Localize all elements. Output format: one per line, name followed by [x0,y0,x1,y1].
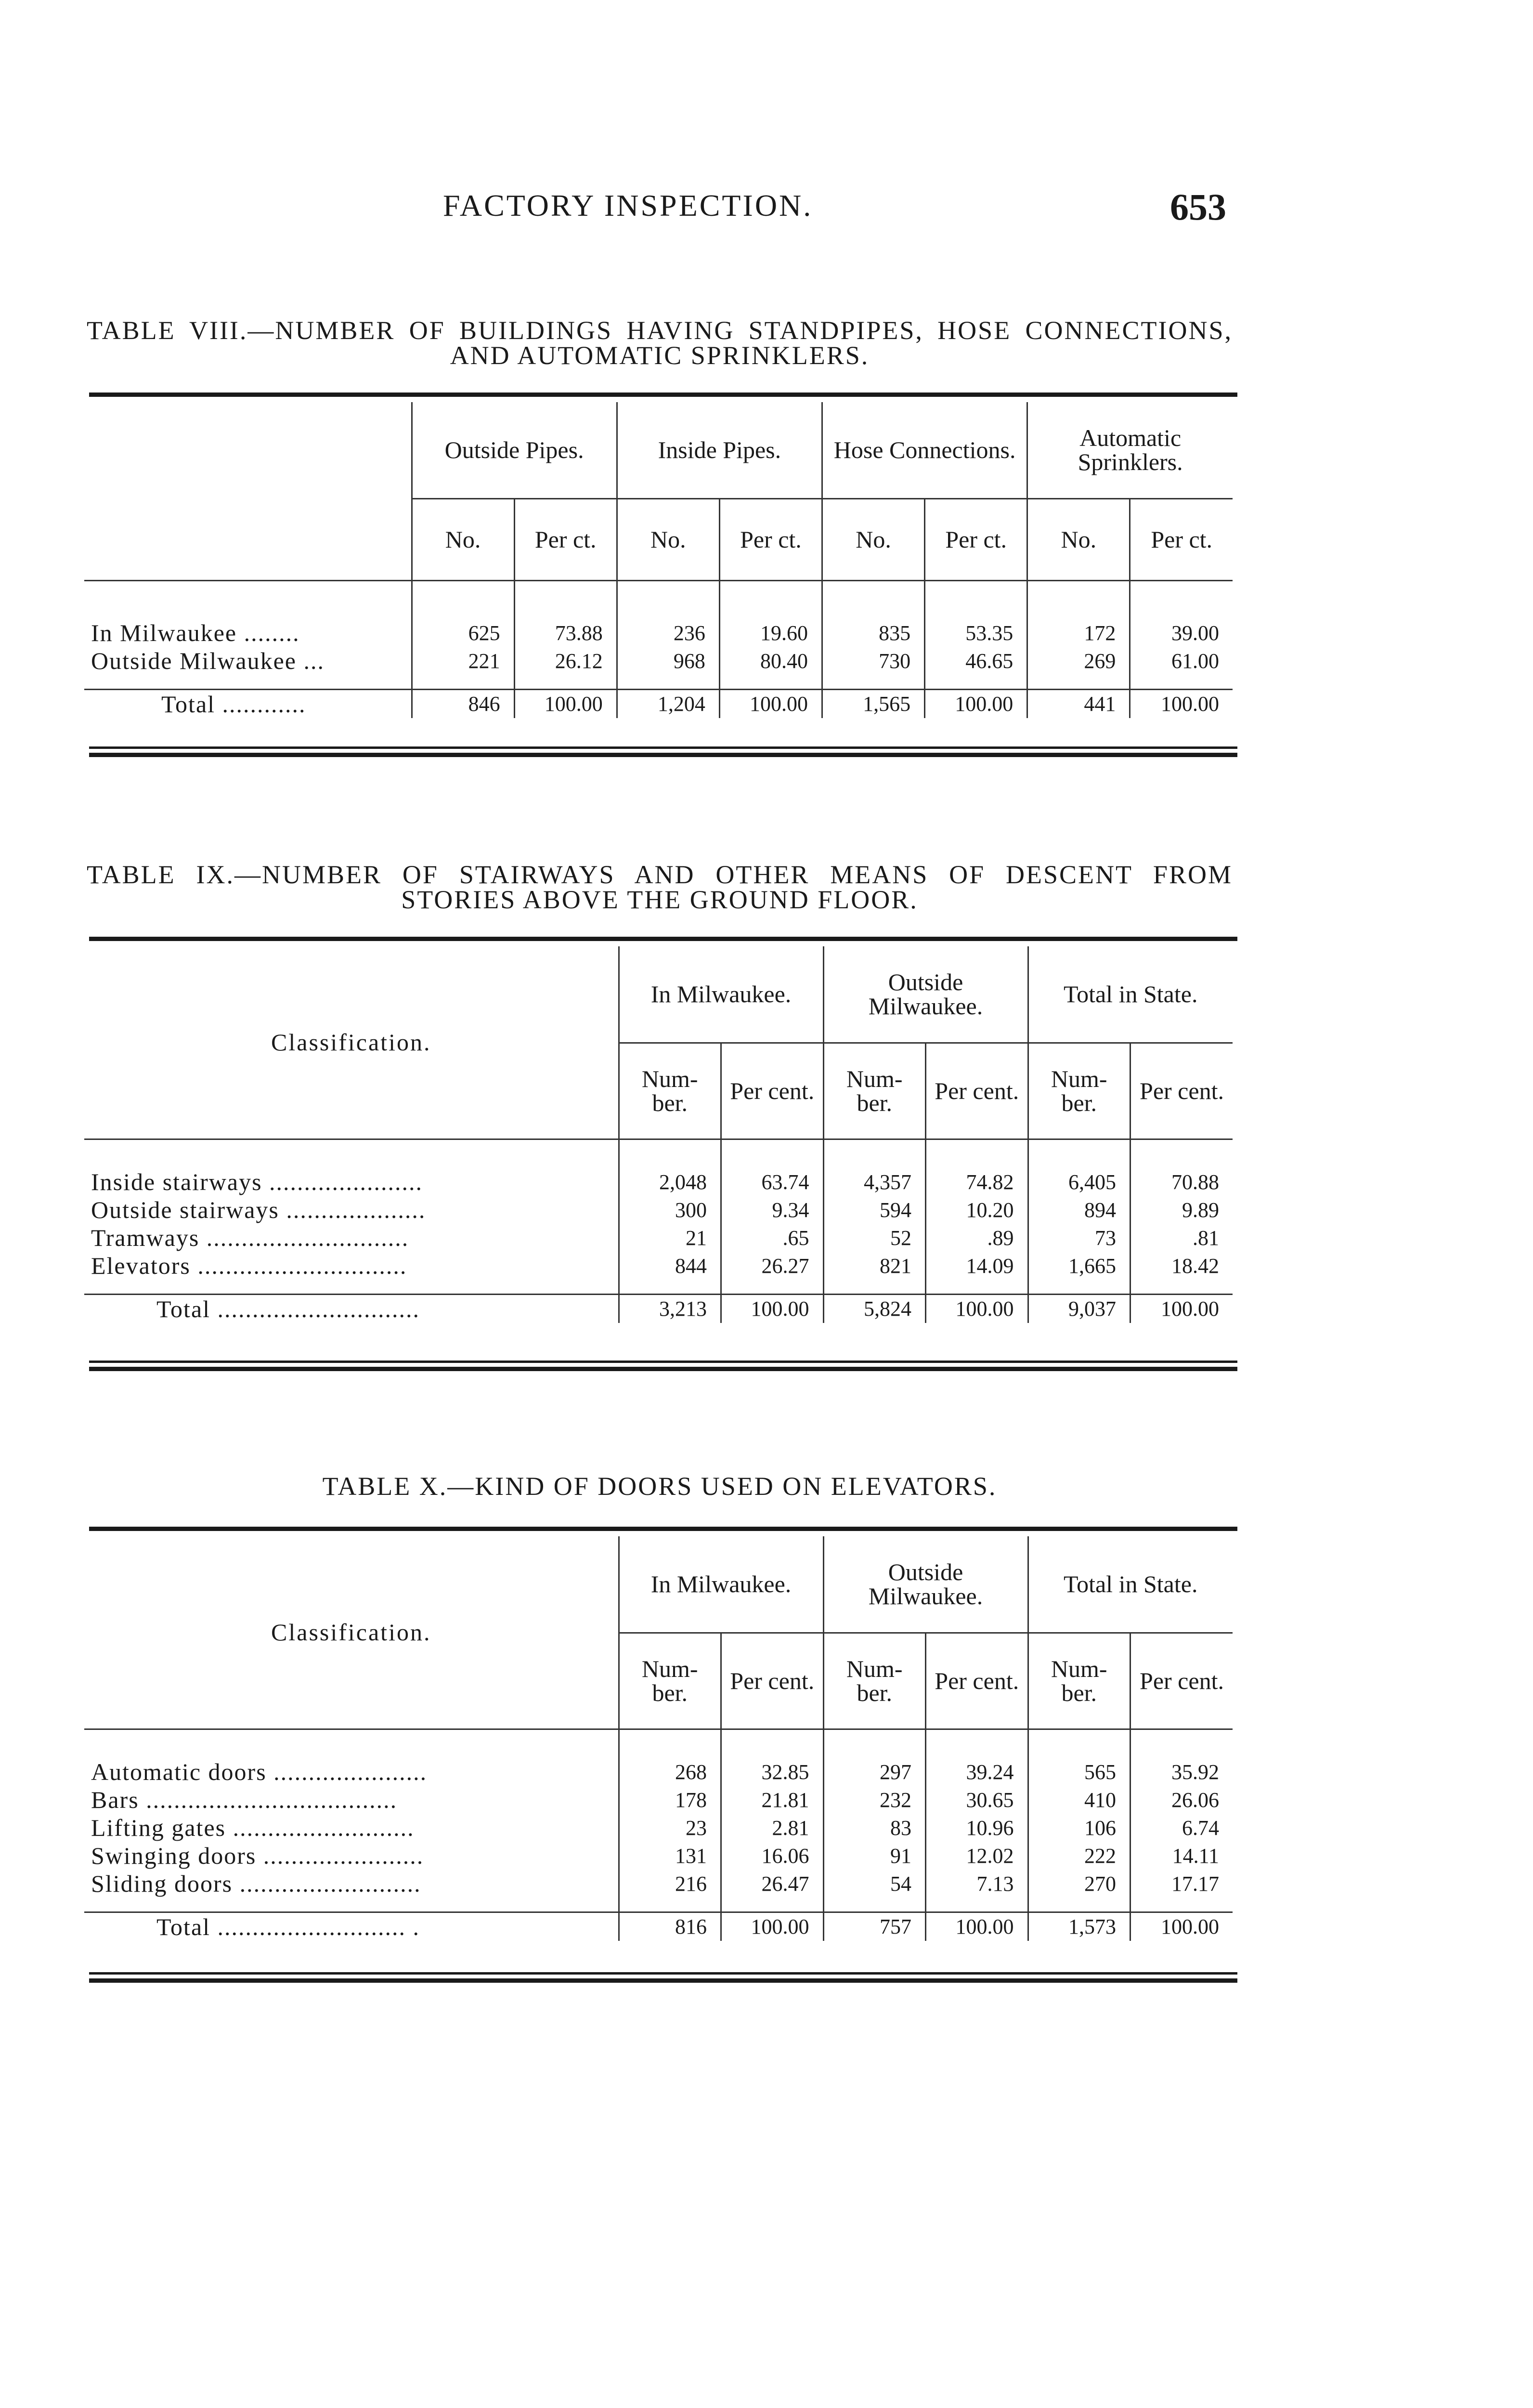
table9-sub-header: Num-ber. [619,1043,721,1139]
table-row [84,1842,1233,1870]
table8-group-outside-pipes: Outside Pipes. [412,402,617,498]
table10-sub-header: Per cent. [721,1633,824,1729]
cell: 23 [619,1814,721,1842]
cell: 26.06 [1130,1786,1233,1814]
table8-bottom-rule [89,746,1237,749]
cell: 100.00 [514,689,617,718]
table8-caption: TABLE VIII.—NUMBER OF BUILDINGS HAVING STANDPIPES, HOSE CONNECTIONS, AND AUTOMATIC SPRINKLERS. [87,316,1233,370]
cell: 1,573 [1028,1912,1130,1941]
table8-top-rule [89,393,1237,397]
cell: 74.82 [926,1168,1028,1196]
table9-sub-header: Per cent. [926,1043,1028,1139]
table8-group-inside-pipes: Inside Pipes. [617,402,822,498]
table8-sub-header: No. [617,498,719,580]
cell: 21 [619,1224,721,1252]
table8-stub-header [84,402,412,580]
cell: 730 [822,647,925,675]
cell: 21.81 [721,1786,824,1814]
table8-sub-header: Per ct. [1130,498,1233,580]
cell: 91 [823,1842,926,1870]
cell: 178 [619,1786,721,1814]
total-label: Total ............................. [156,1295,420,1322]
cell: 846 [412,689,514,718]
page-number: 653 [1170,186,1226,228]
cell: 5,824 [823,1294,926,1323]
table9-bottom-rule [89,1361,1237,1363]
cell: 172 [1027,619,1130,647]
cell: 297 [823,1758,926,1786]
cell: 26.47 [721,1870,824,1898]
table9-sub-header: Num-ber. [823,1043,926,1139]
cell: 30.65 [926,1786,1028,1814]
table10-sub-header: Per cent. [1130,1633,1233,1729]
row-label: Outside stairways .................... [91,1196,426,1223]
cell: 236 [617,619,719,647]
cell: 10.96 [926,1814,1028,1842]
cell: 54 [823,1870,926,1898]
cell: 2,048 [619,1168,721,1196]
cell: 844 [619,1252,721,1280]
table10-sub-header: Per cent. [926,1633,1028,1729]
table-row [84,619,1233,647]
cell: 32.85 [721,1758,824,1786]
cell: 1,204 [617,689,719,718]
cell: 35.92 [1130,1758,1233,1786]
cell: 10.20 [926,1196,1028,1224]
table-total-row [84,1294,1233,1323]
cell: 4,357 [823,1168,926,1196]
row-label: Sliding doors .......................... [91,1870,421,1897]
cell: 100.00 [926,1294,1028,1323]
cell: 46.65 [925,647,1027,675]
table9-caption: TABLE IX.—NUMBER OF STAIRWAYS AND OTHER MEANS OF DESCENT FROM STORIES ABOVE THE GROUND FLOOR. [87,860,1233,914]
table10-caption: TABLE X.—KIND OF DOORS USED ON ELEVATORS. [322,1472,997,1501]
cell: 100.00 [1130,689,1233,718]
cell: 100.00 [1130,1294,1233,1323]
cell: 232 [823,1786,926,1814]
cell: 39.00 [1130,619,1233,647]
table8-sub-header: No. [412,498,514,580]
cell: 100.00 [721,1294,824,1323]
cell: .65 [721,1224,824,1252]
table10-classification-header: Classification. [271,1619,431,1646]
table10-sub-header: Num-ber. [619,1633,721,1729]
cell: 52 [823,1224,926,1252]
table8-group-hose-connections: Hose Connections. [822,402,1027,498]
table-row [84,647,1233,675]
cell: .81 [1130,1224,1233,1252]
cell: .89 [926,1224,1028,1252]
row-label: Outside Milwaukee ... [91,647,325,674]
table8-sub-header: No. [1027,498,1130,580]
cell: 270 [1028,1870,1130,1898]
table8-sub-header: Per ct. [925,498,1027,580]
cell: 7.13 [926,1870,1028,1898]
table9-classification-header: Classification. [271,1029,431,1056]
cell: 63.74 [721,1168,824,1196]
cell: 222 [1028,1842,1130,1870]
table8 [84,402,1233,718]
cell: 83 [823,1814,926,1842]
row-label: Swinging doors ....................... [91,1842,424,1869]
total-label: Total ............ [161,690,306,718]
cell: 16.06 [721,1842,824,1870]
table10-sub-header: Num-ber. [823,1633,926,1729]
cell: 9.34 [721,1196,824,1224]
table9-sub-header: Per cent. [721,1043,824,1139]
cell: 1,565 [822,689,925,718]
cell: 565 [1028,1758,1130,1786]
cell: 594 [823,1196,926,1224]
cell: 61.00 [1130,647,1233,675]
table-row [84,1252,1233,1280]
table-row [84,1196,1233,1224]
cell: 6.74 [1130,1814,1233,1842]
table9-bottom-rule-heavy [89,1367,1237,1371]
row-label: In Milwaukee ........ [91,619,300,646]
table-row [84,1224,1233,1252]
table9-sub-header: Num-ber. [1028,1043,1130,1139]
table-row [84,1786,1233,1814]
cell: 816 [619,1912,721,1941]
table8-sub-header: No. [822,498,925,580]
table9 [84,946,1233,1323]
cell: 821 [823,1252,926,1280]
table10-bottom-rule [89,1972,1237,1975]
cell: 131 [619,1842,721,1870]
table9-group-outside-milwaukee: Outside Milwaukee. [823,946,1028,1043]
cell: 18.42 [1130,1252,1233,1280]
cell: 73 [1028,1224,1130,1252]
table9-group-total-in-state: Total in State. [1028,946,1233,1043]
table10-group-outside-milwaukee: Outside Milwaukee. [823,1536,1028,1633]
cell: 1,665 [1028,1252,1130,1280]
cell: 894 [1028,1196,1130,1224]
row-label: Bars .................................... [91,1786,398,1813]
cell: 70.88 [1130,1168,1233,1196]
row-label: Lifting gates .......................... [91,1814,415,1841]
cell: 269 [1027,647,1130,675]
cell: 221 [412,647,514,675]
running-head: FACTORY INSPECTION. [443,188,813,222]
cell: 39.24 [926,1758,1028,1786]
table9-top-rule [89,937,1237,941]
cell: 73.88 [514,619,617,647]
cell: 14.11 [1130,1842,1233,1870]
cell: 6,405 [1028,1168,1130,1196]
table10 [84,1536,1233,1941]
row-label: Tramways ............................. [91,1224,409,1251]
cell: 2.81 [721,1814,824,1842]
table-row [84,1168,1233,1196]
table10-group-in-milwaukee: In Milwaukee. [619,1536,823,1633]
cell: 441 [1027,689,1130,718]
cell: 268 [619,1758,721,1786]
cell: 100.00 [719,689,822,718]
cell: 100.00 [925,689,1027,718]
cell: 9,037 [1028,1294,1130,1323]
table9-sub-header: Per cent. [1130,1043,1233,1139]
table9-group-in-milwaukee: In Milwaukee. [619,946,823,1043]
cell: 835 [822,619,925,647]
table-total-row [84,689,1233,718]
table-total-row [84,1912,1233,1941]
cell: 26.27 [721,1252,824,1280]
cell: 216 [619,1870,721,1898]
table-row [84,1758,1233,1786]
table8-sub-header: Per ct. [719,498,822,580]
cell: 19.60 [719,619,822,647]
cell: 26.12 [514,647,617,675]
cell: 100.00 [1130,1912,1233,1941]
cell: 9.89 [1130,1196,1233,1224]
table-row [84,1814,1233,1842]
table8-group-automatic-sprinklers: Automatic Sprinklers. [1027,402,1233,498]
row-label: Automatic doors ...................... [91,1758,428,1785]
cell: 17.17 [1130,1870,1233,1898]
table8-sub-header: Per ct. [514,498,617,580]
table8-bottom-rule-heavy [89,753,1237,757]
cell: 100.00 [926,1912,1028,1941]
row-label: Inside stairways ...................... [91,1168,423,1195]
cell: 625 [412,619,514,647]
cell: 757 [823,1912,926,1941]
cell: 12.02 [926,1842,1028,1870]
table10-bottom-rule-heavy [89,1978,1237,1983]
cell: 3,213 [619,1294,721,1323]
table10-top-rule [89,1527,1237,1531]
cell: 106 [1028,1814,1130,1842]
total-label: Total ........................... . [156,1913,420,1940]
table10-sub-header: Num-ber. [1028,1633,1130,1729]
cell: 100.00 [721,1912,824,1941]
table10-group-total-in-state: Total in State. [1028,1536,1233,1633]
cell: 53.35 [925,619,1027,647]
cell: 80.40 [719,647,822,675]
row-label: Elevators .............................. [91,1252,407,1279]
cell: 300 [619,1196,721,1224]
table-row [84,1870,1233,1898]
cell: 968 [617,647,719,675]
cell: 14.09 [926,1252,1028,1280]
cell: 410 [1028,1786,1130,1814]
